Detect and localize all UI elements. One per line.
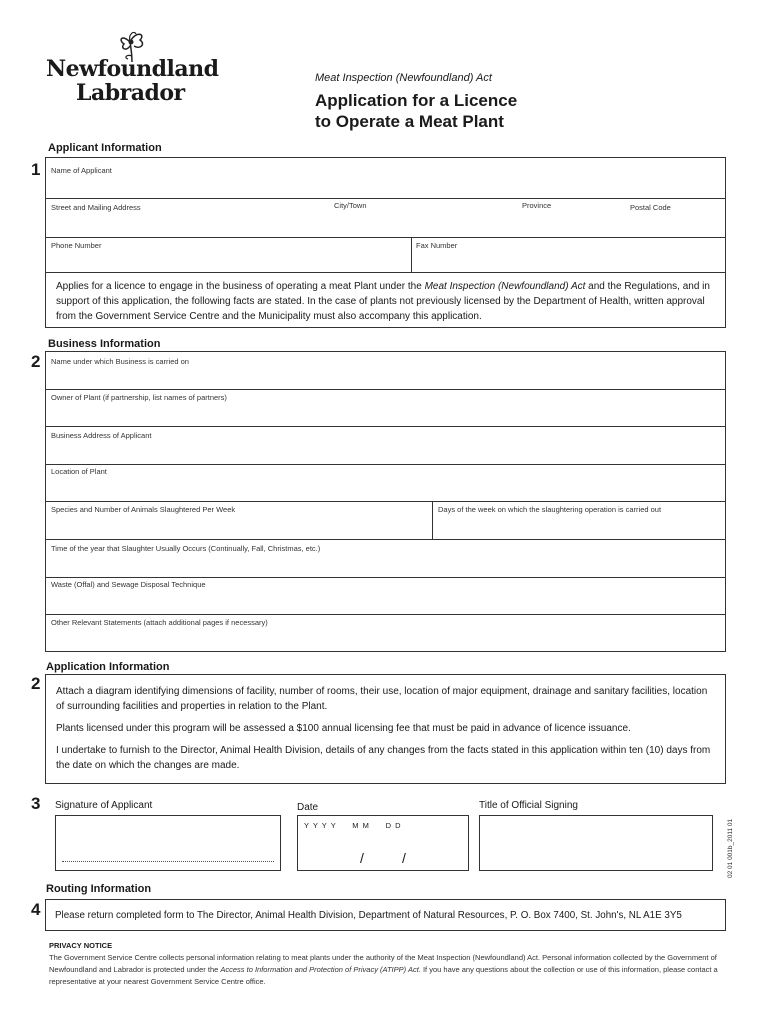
species-label: Species and Number of Animals Slaughtered Per Week — [51, 505, 236, 514]
applicant-name-field[interactable] — [45, 157, 726, 199]
section-3-number: 3 — [31, 794, 41, 813]
privacy-title: PRIVACY NOTICE — [49, 941, 113, 950]
business-info-box — [45, 351, 726, 652]
signature-row — [45, 795, 726, 877]
form-title-line2: to Operate a Meat Plant — [315, 112, 504, 131]
applies-act-name: Meat Inspection (Newfoundland) Act — [424, 281, 586, 292]
routing-title: Routing Information — [46, 883, 152, 895]
routing-text: Please return completed form to The Director, Animal Health Division, Department of Natural Resources, P. O. Box 7400, St. John's, NL A1E 3Y5 — [55, 910, 682, 921]
days-field[interactable] — [432, 501, 726, 540]
date-format-hint: Y Y Y Y M M D D — [304, 821, 401, 830]
official-title-label: Title of Official Signing — [479, 800, 578, 811]
waste-disposal-field[interactable] — [45, 577, 726, 615]
plant-location-label: Location of Plant — [51, 467, 107, 476]
section-2-number: 2 — [31, 352, 41, 371]
owner-field[interactable] — [45, 389, 726, 427]
application-para-fee: Plants licensed under this program will be assessed a $100 annual licensing fee that must be paid in advance of licence issuance. — [56, 723, 631, 734]
fax-field[interactable] — [411, 237, 726, 273]
logo — [46, 28, 219, 108]
privacy-notice — [49, 940, 733, 988]
date-label: Date — [297, 802, 319, 813]
official-title-field[interactable] — [479, 815, 713, 871]
section-2-title: Business Information — [48, 338, 161, 350]
slaughter-time-label: Time of the year that Slaughter Usually Occurs (Continually, Fall, Christmas, etc.) — [51, 544, 321, 553]
applies-text-1: Applies for a licence to engage in the business of operating a meat Plant under the — [56, 281, 425, 292]
applicant-info-box — [45, 157, 726, 328]
province-label: Province — [522, 201, 552, 210]
signature-field[interactable] — [55, 815, 281, 871]
business-name-label: Name under which Business is carried on — [51, 357, 189, 366]
applies-text-2: and the Regulations, and in support of this application, the following facts are stated. In the case of plants not previously licensed by the Department of Health, written approval from the Government Service Centre and the Municipality must also accompany this application. — [56, 281, 710, 322]
act-title: Meat Inspection (Newfoundland) Act — [315, 72, 492, 84]
form-code: 02 01 001b_2011 01 — [727, 818, 734, 878]
street-address-label: Street and Mailing Address — [51, 203, 141, 212]
signature-label: Signature of Applicant — [55, 800, 153, 811]
privacy-text — [49, 952, 733, 988]
slaughter-time-field[interactable] — [45, 539, 726, 578]
application-para-undertake: I undertake to furnish to the Director, Animal Health Division, details of any changes from the facts stated in this application within ten (10) days from the date on which the changes are made. — [56, 745, 711, 771]
section-4-number: 4 — [31, 900, 41, 919]
species-field[interactable] — [45, 501, 433, 540]
fax-label: Fax Number — [416, 241, 458, 250]
form-title — [315, 90, 635, 132]
plant-location-field[interactable] — [45, 464, 726, 502]
applies-statement-box — [45, 272, 726, 328]
privacy-text-1: The Government Service Centre collects personal information relating to meat plants under the authority of the Meat Inspection (Newfoundland) Act. Personal information collected by the Government of Newfoundland and Labrador is protected under the — [49, 953, 717, 974]
business-name-field[interactable] — [45, 351, 726, 390]
postal-code-label: Postal Code — [630, 203, 671, 212]
days-label: Days of the week on which the slaughtering operation is carried out — [438, 505, 662, 514]
logo-text-newfoundland: Newfoundland — [46, 56, 219, 82]
privacy-text-2: . If you have any questions about the collection or use of this information, please contact a representative at your nearest Government Service Centre office. — [49, 965, 718, 986]
business-address-label: Business Address of Applicant — [51, 431, 152, 440]
logo-text-labrador: Labrador — [76, 80, 185, 106]
applicant-name-label: Name of Applicant — [51, 166, 112, 175]
date-slash-1: / — [360, 850, 364, 866]
application-info-number: 2 — [31, 674, 41, 693]
other-statements-field[interactable] — [45, 614, 726, 652]
phone-field[interactable] — [45, 237, 412, 273]
date-slash-2: / — [402, 850, 406, 866]
signature-line — [62, 861, 274, 862]
form-title-line1: Application for a Licence — [315, 91, 518, 110]
applies-statement — [56, 279, 715, 324]
other-statements-label: Other Relevant Statements (attach additional pages if necessary) — [51, 618, 268, 627]
section-1-number: 1 — [31, 160, 41, 179]
section-1-title: Applicant Information — [48, 142, 162, 154]
application-info-title: Application Information — [46, 661, 170, 673]
application-para-diagram: Attach a diagram identifying dimensions of facility, number of rooms, their use, location of major equipment, drainage and sanitary facilities, location of surrounding facilities and properties in relation to the Plant. — [56, 686, 708, 712]
address-row — [45, 198, 726, 238]
waste-disposal-label: Waste (Offal) and Sewage Disposal Technique — [51, 580, 206, 589]
phone-label: Phone Number — [51, 241, 102, 250]
routing-box — [45, 899, 726, 931]
date-field[interactable] — [297, 815, 469, 871]
business-address-field[interactable] — [45, 426, 726, 465]
privacy-act-name: Access to Information and Protection of Privacy (ATIPP) Act — [220, 965, 419, 974]
application-info-box — [45, 674, 726, 784]
owner-label: Owner of Plant (if partnership, list names of partners) — [51, 393, 227, 402]
city-label: City/Town — [334, 201, 367, 210]
